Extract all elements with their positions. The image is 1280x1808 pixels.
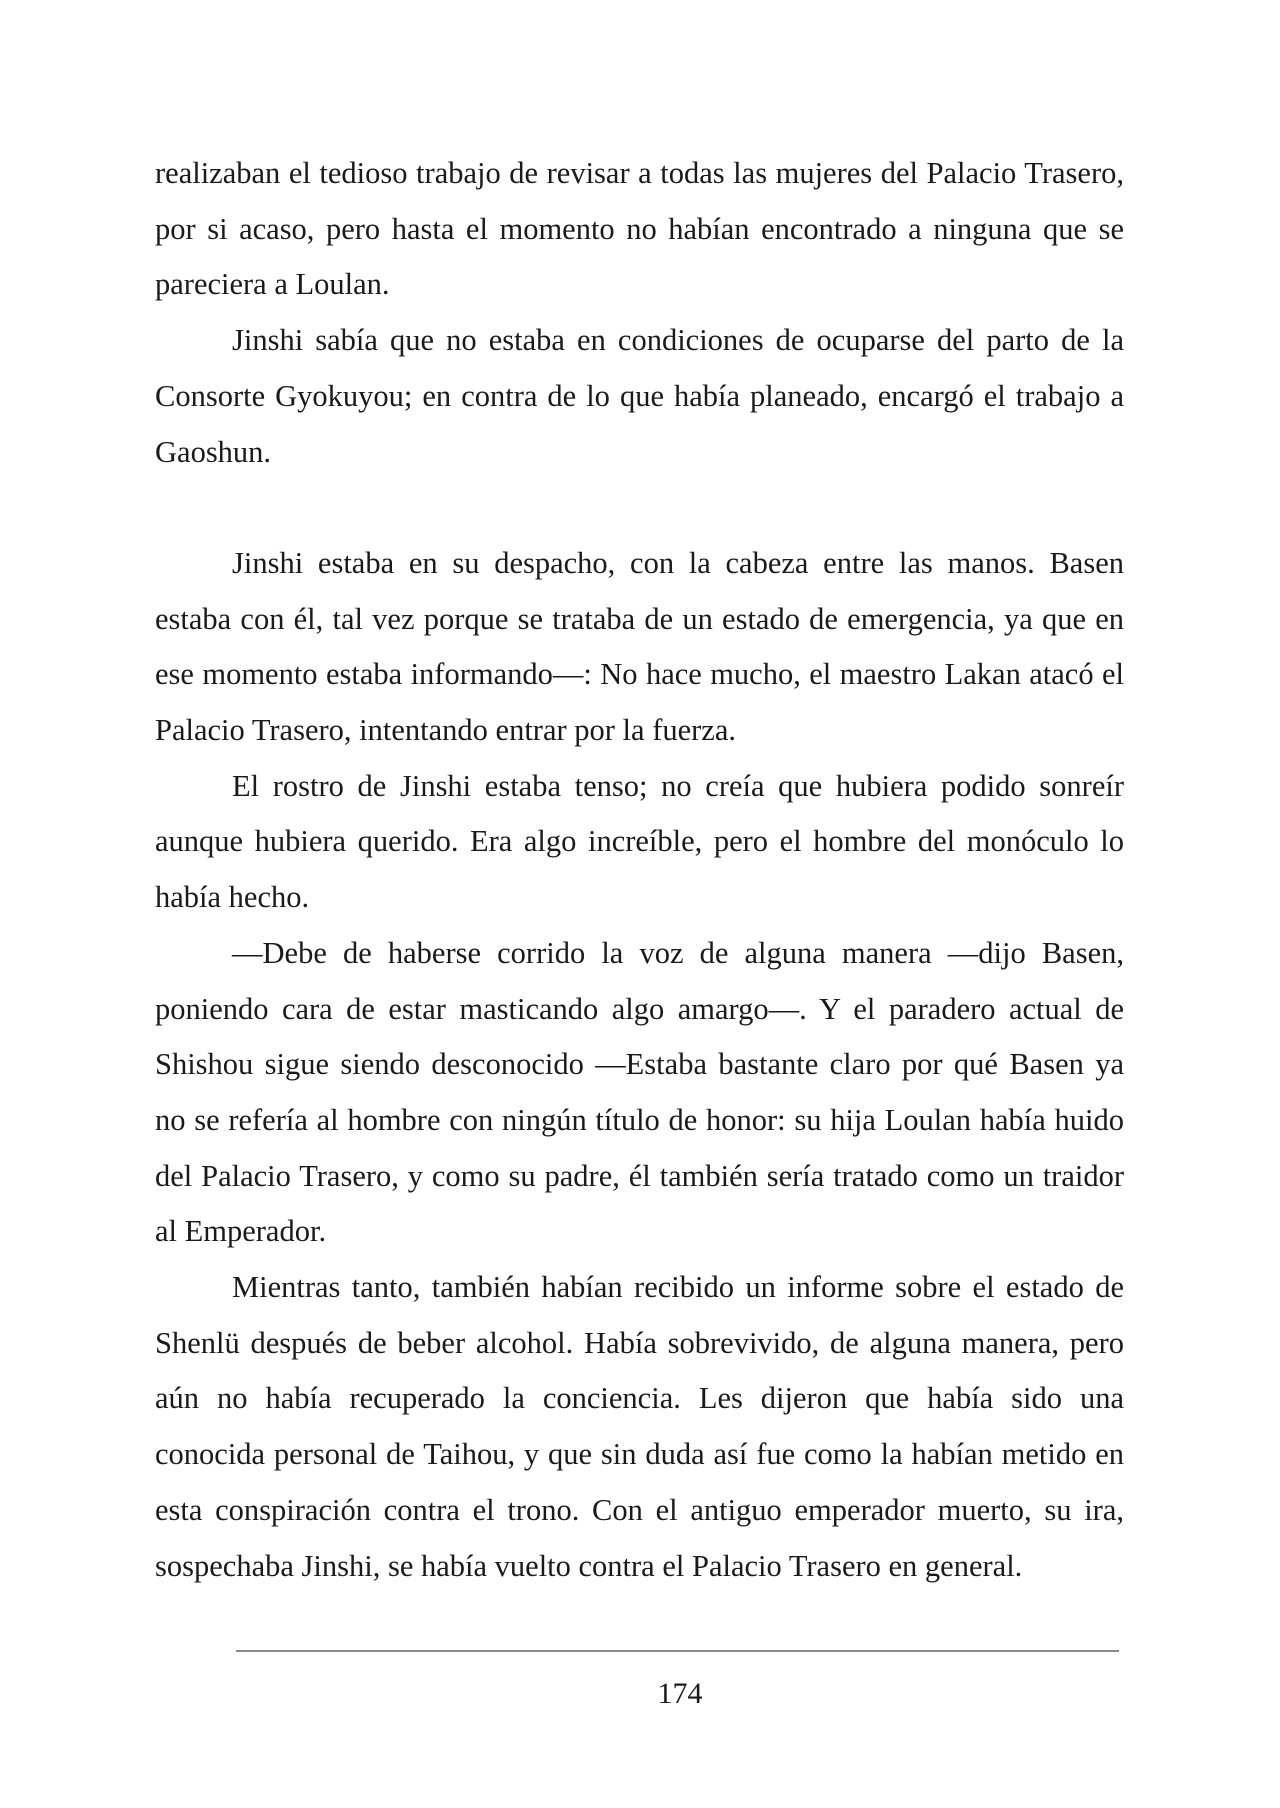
paragraph-section-start: Jinshi estaba en su despacho, con la cabeza entre las manos. Basen estaba con él, tal vez porque se trataba de un estado de emergencia, ya que en ese momento estaba informando—: No hace mucho, el maestro Lakan atacó el Palacio Trasero, intentando entrar por la fuerza. [155, 545, 1124, 748]
footer-divider [236, 1650, 1119, 1652]
body-text [155, 146, 1124, 1594]
page-number: 174 [657, 1677, 703, 1710]
paragraph-continuation: realizaban el tedioso trabajo de revisar a todas las mujeres del Palacio Trasero, por si acaso, pero hasta el momento no habían encontrado a ninguna que se pareciera a Loulan. [155, 156, 1124, 302]
paragraph: Jinshi sabía que no estaba en condiciones de ocuparse del parto de la Consorte Gyokuyou; en contra de lo que había planeado, encargó el trabajo a Gaoshun. [155, 323, 1124, 469]
paragraph: Mientras tanto, también habían recibido un informe sobre el estado de Shenlü después de beber alcohol. Había sobrevivido, de alguna manera, pero aún no había recuperado la conciencia. Les dijeron que había sido una conocida personal de Taihou, y que sin duda así fue como la habían metido en esta conspiración contra el trono. Con el antiguo emperador muerto, su ira, sospechaba Jinshi, se había vuelto contra el Palacio Trasero en general. [155, 1270, 1124, 1583]
paragraph-dialogue: —Debe de haberse corrido la voz de alguna manera —dijo Basen, poniendo cara de estar masticando algo amargo—. Y el paradero actual de Shishou sigue siendo desconocido —Estaba bastante claro por qué Basen ya no se refería al hombre con ningún título de honor: su hija Loulan había huido del Palacio Trasero, y como su padre, él también sería tratado como un traidor al Emperador. [155, 935, 1124, 1249]
paragraph: El rostro de Jinshi estaba tenso; no creía que hubiera podido sonreír aunque hubiera querido. Era algo increíble, pero el hombre del monóculo lo había hecho. [155, 768, 1124, 915]
